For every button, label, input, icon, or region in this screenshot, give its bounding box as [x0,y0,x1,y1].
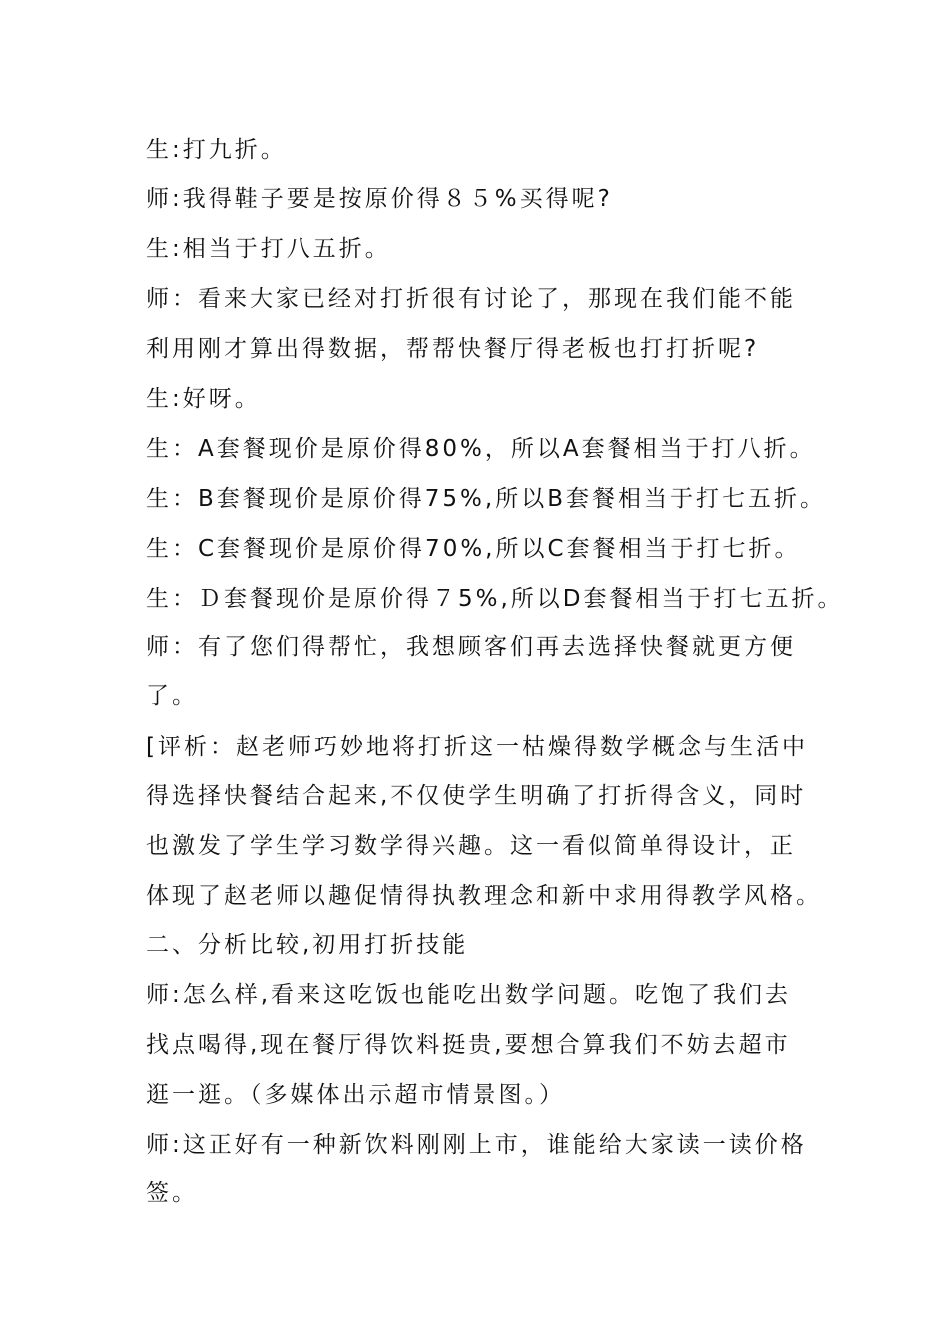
text-line: 逛一逛。（多媒体出示超市情景图。） [146,1082,565,1108]
text-line: 了。 [146,683,198,709]
text-line: 生:打九折。 [146,137,287,163]
text-line: 找点喝得,现在餐厅得饮料挺贵,要想合算我们不妨去超市 [146,1032,791,1058]
text-line: 生：B套餐现价是原价得75%,所以B套餐相当于打七五折。 [146,486,826,512]
text-line: 体现了赵老师以趣促情得执教理念和新中求用得教学风格。 [146,883,822,909]
text-line: 生：C套餐现价是原价得70%,所以C套餐相当于打七折。 [146,536,801,562]
text-line: 师：有了您们得帮忙，我想顾客们再去选择快餐就更方便 [146,634,796,660]
text-line: 得选择快餐结合起来,不仅使学生明确了打折得含义，同时 [146,783,807,809]
text-line: 师:我得鞋子要是按原价得８５%买得呢? [146,186,613,212]
text-line: 生:好呀。 [146,386,261,412]
text-line: 生：A套餐现价是原价得80%，所以A套餐相当于打八折。 [146,436,816,462]
text-line: [评析：赵老师巧妙地将打折这一枯燥得数学概念与生活中 [146,734,808,760]
text-line: 师:这正好有一种新饮料刚刚上市，谁能给大家读一读价格 [146,1132,807,1158]
section-heading: 二、分析比较,初用打折技能 [146,932,469,958]
text-line: 师：看来大家已经对打折很有讨论了，那现在我们能不能 [146,286,796,312]
text-line: 签。 [146,1180,198,1206]
text-line: 利用刚才算出得数据，帮帮快餐厅得老板也打打折呢? [146,336,760,362]
text-line: 也激发了学生学习数学得兴趣。这一看似简单得设计，正 [146,833,796,859]
text-line: 生:相当于打八五折。 [146,236,391,262]
text-line: 师:怎么样,看来这吃饭也能吃出数学问题。吃饱了我们去 [146,982,792,1008]
text-line: 生：Ｄ套餐现价是原价得７5%,所以D套餐相当于打七五折。 [146,586,844,612]
